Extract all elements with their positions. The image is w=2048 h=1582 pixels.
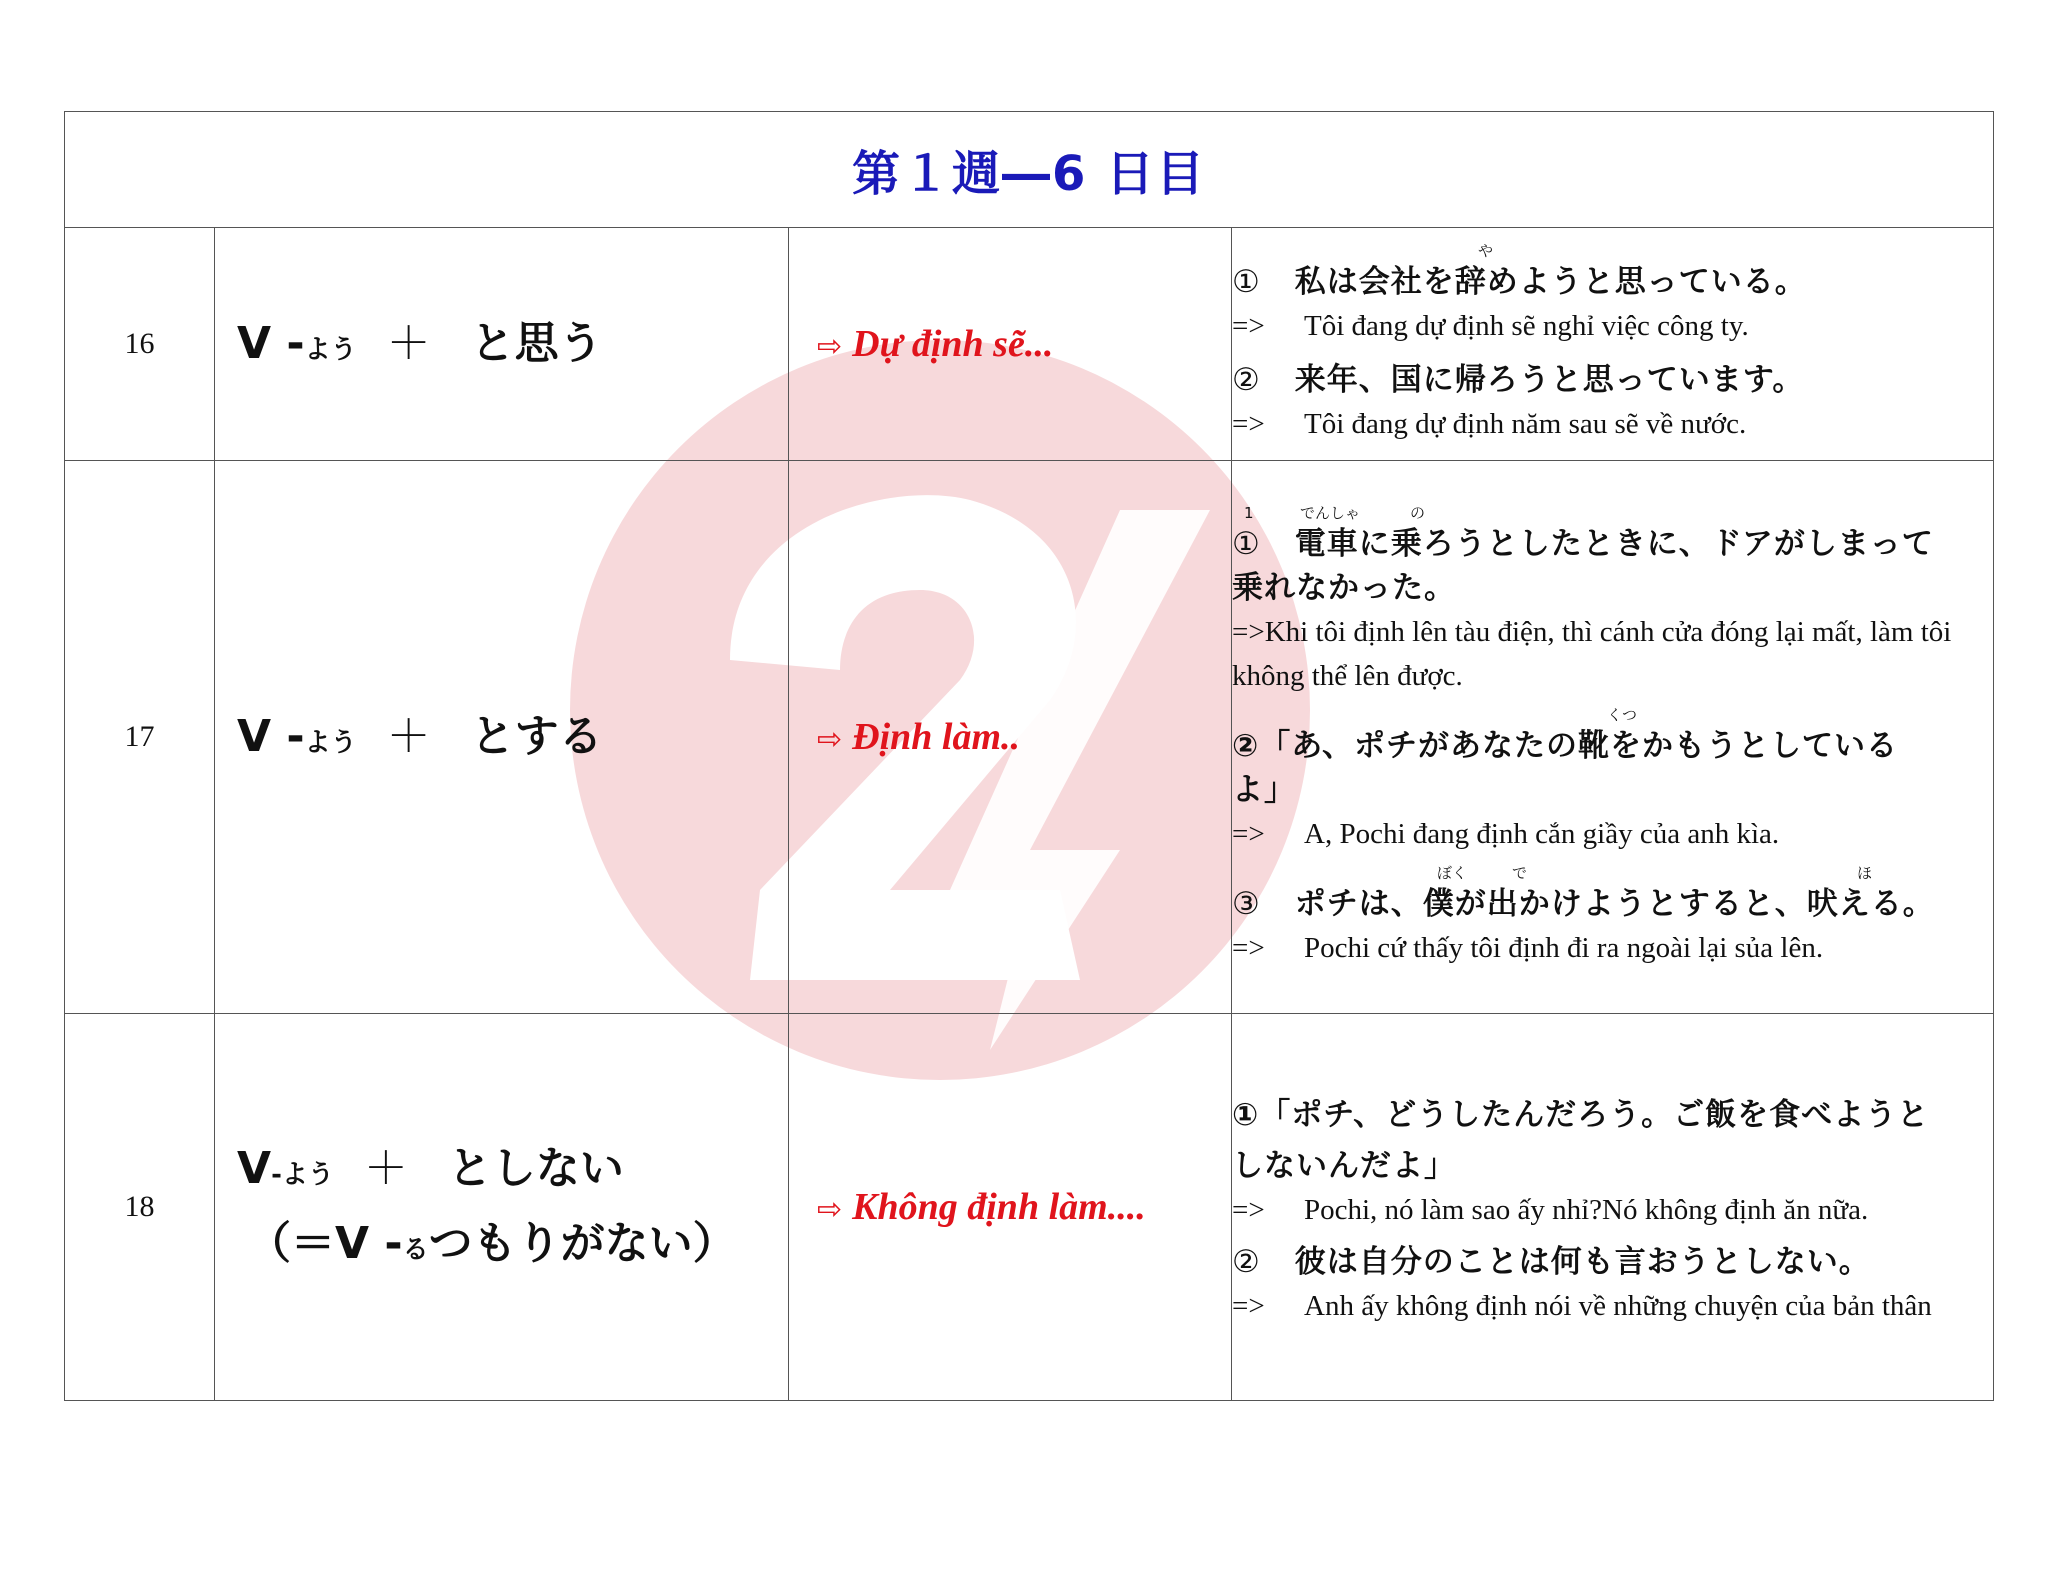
grammar-table [64,111,1994,1401]
meaning-text: Định làm.. [852,716,1021,758]
furigana: ほ [1857,864,1873,882]
example-number: ① [1232,526,1261,562]
example-jp [1232,1240,1977,1284]
pattern-equivalent [237,1207,788,1282]
example-jp-text: 私は会社を辞めようと思っている。 [1294,264,1807,300]
table-row [65,228,1994,461]
table-row [65,1014,1994,1401]
furigana: 1 [1244,504,1254,522]
row-number: 18 [65,1014,215,1401]
example-jp [1232,1086,1977,1144]
example-vn-text: Pochi, nó làm sao ấy nhỉ?Nó không định ăn nữa. [1304,1194,1869,1226]
example-jp [1232,260,1977,304]
example-number: ① [1232,264,1261,300]
arrow-prefix: => [1232,818,1265,850]
arrow-prefix: => [1232,1290,1265,1322]
example-number: ② [1232,362,1261,398]
example-jp [1232,882,1977,926]
example-jp-text: 「あ、ポチがあなたの靴をかもうとしている [1259,728,1899,764]
furigana: や [1478,242,1494,260]
example-number: ③ [1232,886,1261,922]
plus-sign: ＋ [386,317,431,369]
row-number: 17 [65,461,215,1014]
pattern-form: よう [304,727,357,758]
meaning-cell [789,1014,1232,1401]
example-vn-text: =>Khi tôi định lên tàu điện, thì cánh cửa đóng lại mất, làm tôi không thể lên được. [1232,616,1952,692]
title-cell [65,112,1994,228]
pattern-equivalent-verb: （＝V - [247,1218,403,1269]
arrow-prefix: => [1232,310,1265,342]
example-vn-text: Pochi cứ thấy tôi định đi ra ngoài lại sủa lên. [1304,932,1824,964]
plus-sign: ＋ [386,710,431,762]
furigana: でんしゃ [1300,504,1361,522]
meaning-text: Không định làm.... [852,1186,1146,1228]
example-jp-continued: よ」 [1232,772,1296,808]
example-vn [1232,1188,1977,1232]
right-arrow-outline-icon: ⇨ [817,1193,843,1226]
pattern-verb: V [237,1143,272,1195]
example-number: ① [1232,1097,1260,1133]
example-vn [1232,304,1977,348]
right-arrow-outline-icon: ⇨ [817,330,843,363]
meaning-cell [789,228,1232,461]
example-jp [1232,522,1977,566]
pattern-equivalent-form: る [402,1235,429,1265]
example-number: ② [1232,728,1260,764]
pattern-tail: と思う [470,317,603,369]
example-vn-text: Tôi đang dự định năm sau sẽ về nước. [1304,408,1747,440]
example-vn [1232,402,1977,446]
pattern-line [237,1132,788,1207]
furigana: くつ [1607,706,1638,724]
example-jp-continued: しないんだよ」 [1232,1148,1456,1184]
pattern-equivalent-tail: つもりがない） [428,1218,737,1269]
furigana: で [1512,864,1528,882]
example-jp [1232,724,1977,768]
furigana: ぼく [1437,864,1468,882]
arrow-prefix: => [1232,932,1265,964]
examples-cell [1232,1014,1994,1401]
meaning-cell [789,461,1232,1014]
example-jp-continued: 乗れなかった。 [1232,570,1456,606]
example-vn-text: Anh ấy không định nói về những chuyện của bản thân [1304,1290,1932,1322]
table-row [65,461,1994,1014]
example-jp-text: ポチは、僕が出かけようとすると、吠える。 [1294,886,1935,922]
grammar-pattern [215,461,789,1014]
example-vn-text: Tôi đang dự định sẽ nghỉ việc công ty. [1304,310,1749,342]
pattern-verb: V - [237,317,305,369]
arrow-prefix: => [1232,1194,1265,1226]
furigana-line [1232,864,1977,882]
example-jp-text: 彼は自分のことは何も言おうとしない。 [1294,1244,1871,1280]
example-jp-text: 来年、国に帰ろうと思っています。 [1294,362,1805,398]
row-number: 16 [65,228,215,461]
example-vn [1232,812,1977,856]
example-jp-text: 電車に乗ろうとしたときに、ドアがしまって [1294,526,1934,562]
grammar-pattern [215,228,789,461]
arrow-prefix: => [1232,408,1265,440]
example-vn [1232,926,1977,970]
pattern-verb: V - [237,710,305,762]
grammar-pattern [215,1014,789,1401]
furigana-line [1232,706,1977,724]
examples-cell [1232,228,1994,461]
pattern-tail: とする [470,710,603,762]
furigana-line [1232,242,1977,260]
pattern-tail: としない [447,1143,624,1195]
page-title: 第１週―6 日目 [851,146,1207,202]
furigana: の [1410,504,1426,522]
pattern-form: よう [304,334,357,365]
meaning-text: Dự định sẽ... [852,323,1054,365]
pattern-form: -よう [271,1160,334,1191]
right-arrow-outline-icon: ⇨ [817,723,843,756]
furigana-line [1232,504,1977,522]
plus-sign: ＋ [363,1143,408,1195]
examples-cell [1232,461,1994,1014]
example-vn-text: A, Pochi đang định cắn giầy của anh kìa. [1304,818,1780,850]
example-vn [1232,1284,1977,1328]
example-jp-text: 「ポチ、どうしたんだろう。ご飯を食べようと [1259,1097,1930,1133]
example-number: ② [1232,1244,1261,1280]
example-jp [1232,358,1977,402]
